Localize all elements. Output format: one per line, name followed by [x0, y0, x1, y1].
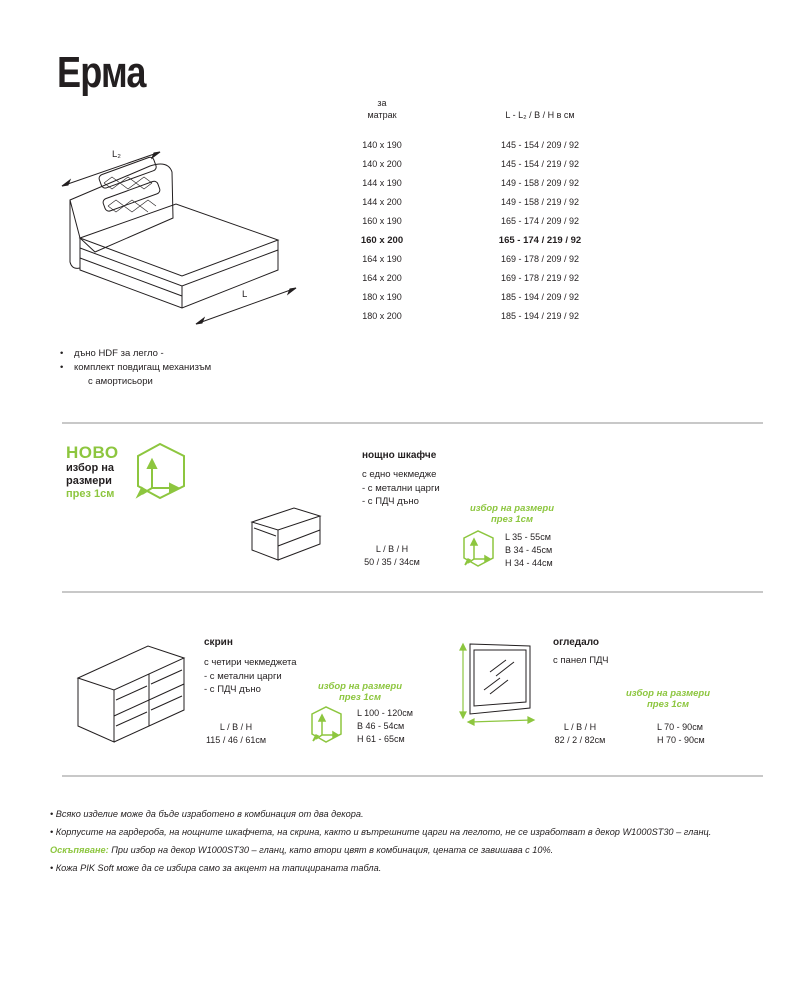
- note: • Кожа PIK Soft може да се избира само за акцент на тапицираната табла.: [50, 863, 382, 873]
- range-line: L 100 - 120см: [357, 708, 413, 718]
- bed-dimensions: 145 - 154 / 219 / 92: [500, 159, 580, 169]
- note-text: При избор на декор W1000ST30 – гланц, като втори цвят в комбинация, цената се завишава с 10%.: [108, 845, 554, 855]
- note-highlight: Оскъпяване:: [50, 845, 109, 855]
- chest-dims: [196, 721, 276, 747]
- range-line: L 35 - 55см: [505, 532, 551, 542]
- mattress-size: 144 x 190: [362, 178, 402, 188]
- bed-dimensions: 169 - 178 / 219 / 92: [500, 273, 580, 283]
- feature-item: • комплект повдигащ механизъм: [60, 361, 211, 375]
- divider: [62, 775, 763, 777]
- mirror-dims: [540, 721, 620, 747]
- novo-badge: [66, 443, 119, 501]
- size-title-line: през 1см: [647, 699, 689, 710]
- range-line: H 70 - 90см: [657, 735, 705, 745]
- novo-line: през 1см: [66, 488, 115, 500]
- page-title: Ерма: [57, 48, 146, 97]
- dims-column: [490, 136, 590, 326]
- cube-size-icon: [128, 438, 188, 498]
- size-title-line: избор на размери: [317, 681, 403, 692]
- range-line: L 70 - 90см: [657, 722, 703, 732]
- mattress-column: [352, 136, 412, 326]
- note: • Корпусите на гардероба, на нощните шкафчета, на скрина, както и вътрешните царги на леглото, не се изработват в декор W1000ST30 – гланц.: [50, 827, 712, 837]
- desc-line: - с ПДЧ дъно: [362, 496, 419, 507]
- novo-line: размери: [66, 475, 112, 487]
- mattress-size: 164 x 200: [362, 273, 402, 283]
- nightstand-ranges: [505, 531, 553, 570]
- bed-dimensions: 145 - 154 / 209 / 92: [500, 140, 580, 150]
- mattress-header: за матрак: [367, 98, 397, 120]
- label-l2: L₂: [112, 149, 121, 160]
- bed-dimensions: 149 - 158 / 209 / 92: [500, 178, 580, 188]
- mattress-size: 140 x 190: [362, 140, 402, 150]
- mattress-size: 164 x 190: [362, 254, 402, 264]
- dims-header: L / B / H: [563, 722, 597, 732]
- nightstand-dims: [352, 543, 432, 569]
- label-l: L: [242, 289, 248, 300]
- dims-header: L - L₂ / B / H в см: [505, 110, 575, 120]
- range-line: B 46 - 54см: [357, 721, 405, 731]
- dims-value: 115 / 46 / 61см: [205, 735, 267, 745]
- desc-line: с четири чекмеджета: [204, 657, 297, 668]
- mattress-size: 160 x 200: [360, 235, 404, 246]
- footnotes: [50, 805, 790, 877]
- mirror-ranges: [657, 721, 705, 747]
- desc-line: - с ПДЧ дъно: [204, 684, 261, 695]
- size-title-line: избор на размери: [469, 503, 555, 514]
- size-title-line: през 1см: [491, 514, 533, 525]
- mirror-desc: с панел ПДЧ: [553, 655, 609, 666]
- bed-dimensions: 165 - 174 / 219 / 92: [498, 235, 582, 246]
- bed-dimensions: 169 - 178 / 209 / 92: [500, 254, 580, 264]
- novo-line: избор на: [66, 462, 115, 474]
- range-line: H 61 - 65см: [357, 734, 405, 744]
- mattress-size: 180 x 200: [362, 311, 402, 321]
- nightstand-desc: [362, 468, 440, 509]
- nightstand-size-title: [462, 503, 562, 525]
- note: • Всяко изделие може да бъде изработено в комбинация от два декора.: [50, 809, 364, 819]
- mattress-size: 144 x 200: [362, 197, 402, 207]
- chest-desc: [204, 656, 297, 697]
- mirror-illustration: [456, 636, 546, 726]
- feature-item: • дъно HDF за легло -: [60, 347, 211, 361]
- chest-size-title: [310, 681, 410, 703]
- bed-dimensions: 185 - 194 / 219 / 92: [500, 311, 580, 321]
- nightstand-illustration: [250, 500, 330, 570]
- mattress-size: 180 x 190: [362, 292, 402, 302]
- chest-illustration: [74, 640, 194, 750]
- bed-dimensions: 185 - 194 / 209 / 92: [500, 292, 580, 302]
- range-line: B 34 - 45см: [505, 545, 553, 555]
- bed-dimensions: 149 - 158 / 219 / 92: [500, 197, 580, 207]
- dims-header: L / B / H: [219, 722, 253, 732]
- dims-value: 82 / 2 / 82см: [554, 735, 606, 745]
- chest-title: скрин: [204, 637, 233, 648]
- bed-features: [60, 347, 211, 389]
- cube-size-icon: [460, 528, 496, 568]
- range-line: H 34 - 44см: [505, 558, 553, 568]
- bed-dimensions: 165 - 174 / 209 / 92: [500, 216, 580, 226]
- divider: [62, 422, 763, 424]
- mattress-size: 160 x 190: [362, 216, 402, 226]
- cube-size-icon: [308, 704, 344, 744]
- size-title-line: избор на размери: [625, 688, 711, 699]
- mattress-size: 140 x 200: [362, 159, 402, 169]
- desc-line: с едно чекмедже: [362, 469, 437, 480]
- chest-ranges: [357, 707, 413, 746]
- desc-line: - с метални царги: [362, 482, 440, 494]
- desc-line: - с метални царги: [204, 670, 282, 682]
- mirror-size-title: [618, 688, 718, 710]
- dims-header: L / B / H: [375, 544, 409, 554]
- dims-value: 50 / 35 / 34см: [364, 557, 420, 567]
- size-title-line: през 1см: [339, 692, 381, 703]
- nightstand-title: нощно шкафче: [362, 450, 437, 461]
- novo-label: НОВО: [66, 443, 119, 462]
- note: [50, 841, 790, 859]
- mirror-title: огледало: [553, 637, 600, 648]
- divider: [62, 591, 763, 593]
- feature-item-cont: с амортисьори: [88, 376, 153, 387]
